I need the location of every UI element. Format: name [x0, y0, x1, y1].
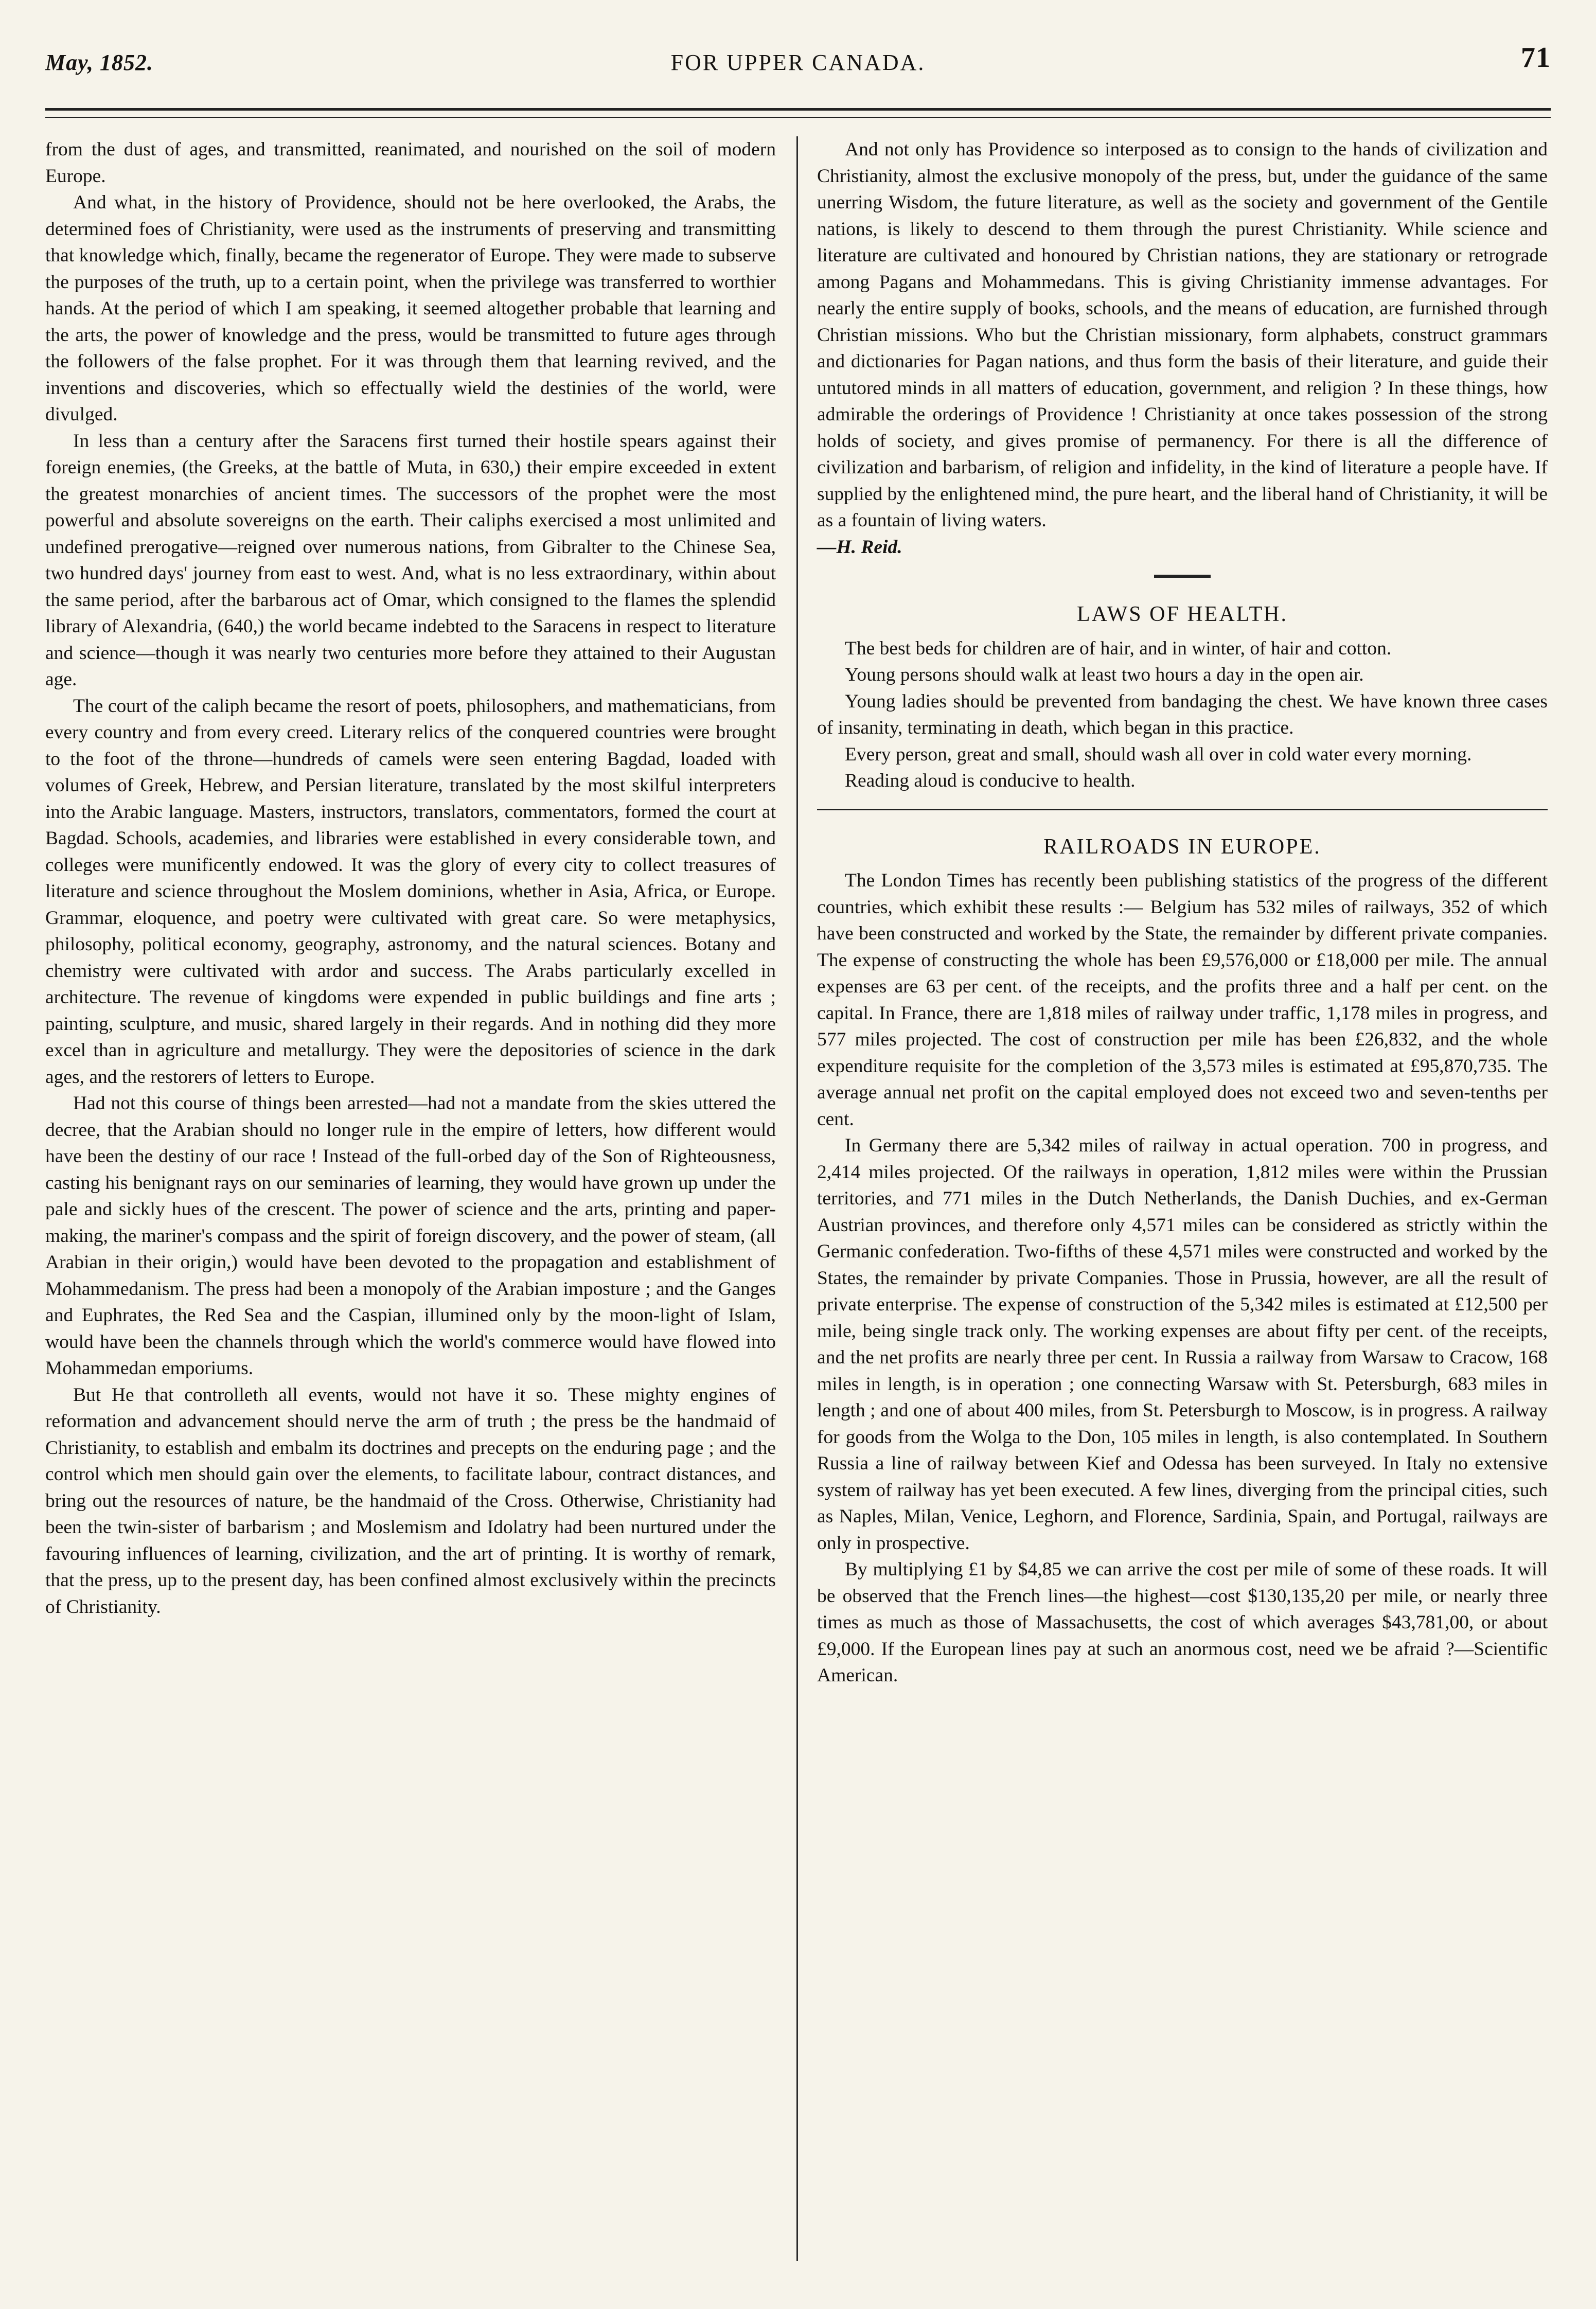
health-paragraph: Reading aloud is conducive to health.: [845, 770, 1136, 791]
left-column: [45, 136, 776, 1620]
body-paragraph: from the dust of ages, and transmitted, reanimated, and nourished on the soil of modern Europe.: [45, 139, 776, 187]
health-paragraph: Every person, great and small, should wash all over in cold water every morning.: [845, 743, 1472, 765]
section-heading-health: LAWS OF HEALTH.: [1077, 602, 1288, 626]
railroads-paragraph: By multiplying £1 by $4,85 we can arrive the cost per mile of some of these roads. It will be observed that the French lines—the highest—cost $130,135,20 per mile, or nearly three times as much as those of Massachusetts, the cost of which averages $43,781,00, or about £9,000. If the European lines pay at such an anormous cost, need we be afraid ?—Scientific American.: [817, 1559, 1548, 1686]
running-head: [45, 31, 1551, 93]
body-paragraph: Had not this course of things been arrested—had not a mandate from the skies uttered the decree, that the Arabian should no longer rule in the empire of letters, how different would have been the destiny of our race ! Instead of the full-orbed day of the Son of Righteousness, casting his benignant rays on our seminaries of learning, they would have grown up under the pale and sickly hues of the crescent. The power of science and the arts, printing and paper-making, the mariner's compass and the spirit of foreign discovery, and the power of steam, (all Arabian in their origin,) would have been devoted to the propagation and establishment of Mohammedanism. The press had been a monopoly of the Arabian imposture ; and the Ganges and Euphrates, the Red Sea and the Caspian, illumined only by the moon-light of Islam, would have been the channels through which the world's commerce would have flowed into Mohammedan emporiums.: [45, 1093, 776, 1379]
railroads-paragraph: The London Times has recently been publishing statistics of the progress of the different countries, which exhibit these results :— Belgium has 532 miles of railways, 352 of which have been constructed and worked by the State, the remainder by different private companies. The expense of constructing the whole has been £9,576,000 or £18,000 per mile. The annual expenses are 63 per cent. of the receipts, and the profits three and a half per cent. on the capital. In France, there are 1,818 miles of railway under traffic, 1,178 miles in progress, and 577 miles projected. The cost of construction per mile has been £26,832, and the whole expenditure requisite for the completion of the 3,573 miles is estimated at £95,870,735. The average annual net profit on the capital employed does not exceed two and seven-tenths per cent.: [817, 870, 1548, 1130]
body-paragraph: And not only has Providence so interposed as to consign to the hands of civilization and Christianity, almost the exclusive monopoly of the press, but, under the guidance of the same unerring Wisdom, the future literature, as well as the society and government of the Gentile nations, is likely to descend to them through the purest Christianity. While science and literature are cultivated and honoured by Christian nations, they are stationary or retrograde among Pagans and Mohammedans. This is giving Christianity immense advantages. For nearly the entire supply of books, schools, and the means of education, are furnished through Christian missions. Who but the Christian missionary, form alphabets, construct grammars and dictionaries for Pagan nations, and thus form the basis of their literature, and guide their untutored minds in all matters of education, government, and religion ? In these things, how admirable the orderings of Providence ! Christianity at once takes possession of the strong holds of society, and gives promise of permanency. For there is all the difference of civilization and barbarism, of religion and infidelity, in the kind of literature a people have. If supplied by the enlightened mind, the pure heart, and the liberal hand of Christianity, it will be as a fountain of living waters.: [817, 139, 1548, 531]
health-paragraph: The best beds for children are of hair, and in winter, of hair and cotton.: [845, 637, 1392, 659]
section-separator: [817, 809, 1548, 810]
railroads-paragraph: In Germany there are 5,342 miles of railway in actual operation. 700 in progress, and 2,414 miles projected. Of the railways in operation, 1,812 miles were within the Prussian territories, and 771 miles in the Dutch Netherlands, the Danish Duchies, and ex-German Austrian provinces, and therefore only 4,571 miles can be considered as strictly within the Germanic confederation. Two-fifths of these 4,571 miles were constructed and worked by the States, the remainder by private Companies. Those in Prussia, however, are all the result of private enterprise. The expense of construction of the 5,342 miles is estimated at £12,500 per mile, being single track only. The working expenses are about fifty per cent. of the receipts, and the net profits are nearly three per cent. In Russia a railway from Warsaw to Cracow, 168 miles in length, is in operation ; one connecting Warsaw with St. Petersburgh, 683 miles in length ; and one of about 400 miles, from St. Petersburgh to Moscow, is in progress. A railway for goods from the Wolga to the Don, 105 miles in length, is also contemplated. In Southern Russia a line of railway between Kief and Odessa has been surveyed. In Italy no extensive system of railway has yet been executed. A few lines, diverging from the principal cities, such as Naples, Milan, Venice, Leghorn, and Florence, Sardinia, Spain, and Portugal, railways are only in prospective.: [817, 1135, 1548, 1554]
newspaper-page: [45, 31, 1551, 2284]
section-separator: [1154, 575, 1211, 578]
body-paragraph: But He that controlleth all events, would not have it so. These mighty engines of reformation and advancement should nerve the arm of truth ; the press be the handmaid of Christianity, to establish and embalm its doctrines and precepts on the enduring page ; and the control which men should gain over the elements, to facilitate labour, contract distances, and bring out the resources of nature, be the handmaid of the Cross. Otherwise, Christianity had been the twin-sister of barbarism ; and Moslemism and Idolatry had been nurtured under the favouring influences of learning, civilization, and the art of printing. It is worthy of remark, that the press, up to the present day, has been confined almost exclusively within the precincts of Christianity.: [45, 1384, 776, 1618]
author-signature: —H. Reid.: [817, 536, 902, 558]
header-double-rule: [45, 108, 1551, 118]
right-column: [817, 136, 1548, 1689]
publication-title: FOR UPPER CANADA.: [670, 50, 926, 75]
text-columns: [45, 136, 1551, 2271]
health-paragraph: Young persons should walk at least two hours a day in the open air.: [845, 664, 1364, 685]
issue-date: May, 1852.: [45, 50, 154, 75]
body-paragraph: In less than a century after the Saracens first turned their hostile spears against their foreign enemies, (the Greeks, at the battle of Muta, in 630,) their empire exceeded in extent the greatest monarchies of ancient times. The successors of the prophet were the most powerful and absolute sovereigns on the earth. Their caliphs exercised a most unlimited and undefined prerogative—reigned over numerous nations, from Gibralter to the Chinese Sea, two hundred days' journey from east to west. And, what is no less extraordinary, within about the same period, after the barbarous act of Omar, which consigned to the flames the splendid library of Alexandria, (640,) the world became indebted to the Saracens in respect to literature and science—though it was nearly two centuries more before they attained to their Augustan age.: [45, 430, 776, 690]
body-paragraph: And what, in the history of Providence, should not be here overlooked, the Arabs, the determined foes of Christianity, were used as the instruments of preserving and transmitting that knowledge which, finally, became the regenerator of Europe. They were made to subserve the purposes of the truth, up to a certain point, when the privilege was transferred to worthier hands. At the period of which I am speaking, it seemed altogether probable that learning and the arts, the power of knowledge and the press, would be transmitted to future ages through the followers of the false prophet. For it was through them that learning revived, and the inventions and discoveries, which so effectually wield the destinies of the world, were divulged.: [45, 192, 776, 425]
page-number: 71: [1521, 42, 1551, 74]
body-paragraph: The court of the caliph became the resort of poets, philosophers, and mathematicians, from every country and from every creed. Literary relics of the conquered countries were brought to the foot of the throne—hundreds of camels were seen entering Bagdad, loaded with volumes of Greek, Hebrew, and Persian literature, translated by the most skilful interpreters into the Arabic language. Masters, instructors, translators, commentators, formed the court at Bagdad. Schools, academies, and libraries were established in every considerable town, and colleges were munificently endowed. It was the glory of every city to collect treasures of literature and science throughout the Moslem dominions, whether in Asia, Africa, or Europe. Grammar, eloquence, and poetry were cultivated with great care. So were metaphysics, philosophy, political economy, geography, astronomy, and the natural sciences. Botany and chemistry were cultivated with ardor and success. The Arabs particularly excelled in architecture. The revenue of kingdoms were expended in public buildings and fine arts ; painting, sculpture, and music, shared largely in their regards. And in nothing did they more excel than in agriculture and metallurgy. They were the depositories of science in the dark ages, and the restorers of letters to Europe.: [45, 695, 776, 1088]
column-divider: [796, 136, 798, 2261]
health-paragraph: Young ladies should be prevented from bandaging the chest. We have known three cases of insanity, terminating in death, which began in this practice.: [817, 690, 1548, 738]
section-heading-railroads: RAILROADS IN EUROPE.: [1043, 834, 1321, 859]
